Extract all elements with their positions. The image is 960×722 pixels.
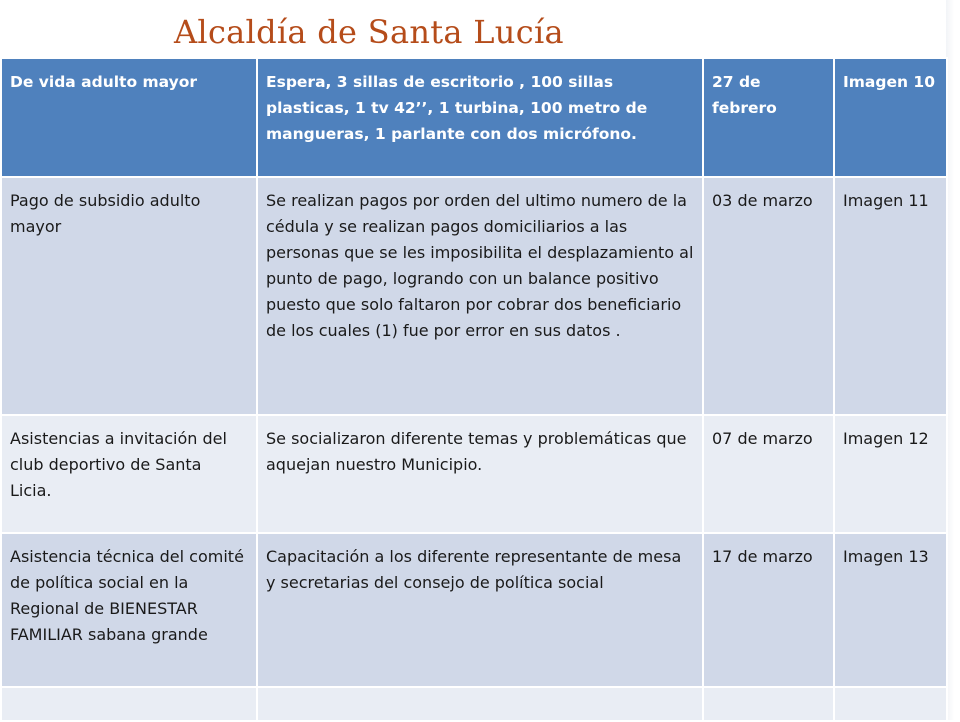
cell-description: Capacitación a los diferente representante de mesa y secretarias del consejo de política social: [257, 533, 703, 687]
cell-description: Se realizan pagos por orden del ultimo numero de la cédula y se realizan pagos domiciliarios a las personas que se les imposibilita el desplazamiento al punto de pago, logrando con un balance positivo puesto que solo faltaron por cobrar dos beneficiario de los cuales (1) fue por error en sus datos .: [257, 177, 703, 415]
table-row: [1, 415, 947, 533]
cell-date: 07 de marzo: [703, 415, 834, 533]
cell-activity: De vida adulto mayor: [1, 58, 257, 177]
cell-date: 17 de marzo: [703, 533, 834, 687]
table-row: [1, 58, 947, 177]
page-title: Alcaldía de Santa Lucía: [174, 13, 564, 51]
cell-description: [257, 687, 703, 721]
cell-activity: Pago de subsidio adulto mayor: [1, 177, 257, 415]
cell-evidence: Imagen 10: [834, 58, 947, 177]
cell-activity: [1, 687, 257, 721]
cell-description: Se socializaron diferente temas y problemáticas que aquejan nuestro Municipio.: [257, 415, 703, 533]
cell-date: 27 de febrero: [703, 58, 834, 177]
table-row: [1, 533, 947, 687]
cell-activity: Asistencias a invitación del club deportivo de Santa Licia.: [1, 415, 257, 533]
cell-activity: Asistencia técnica del comité de política social en la Regional de BIENESTAR FAMILIAR sabana grande: [1, 533, 257, 687]
table-row: [1, 687, 947, 721]
cell-evidence: Imagen 11: [834, 177, 947, 415]
cell-date: [703, 687, 834, 721]
activities-table: [0, 57, 948, 722]
table-row: [1, 177, 947, 415]
cell-description: Espera, 3 sillas de escritorio , 100 sillas plasticas, 1 tv 42’’, 1 turbina, 100 metro de mangueras, 1 parlante con dos micrófono.: [257, 58, 703, 177]
slide-edge-decoration: [946, 0, 960, 720]
cell-evidence: Imagen 13: [834, 533, 947, 687]
cell-date: 03 de marzo: [703, 177, 834, 415]
cell-evidence: Imagen 12: [834, 415, 947, 533]
cell-evidence: [834, 687, 947, 721]
